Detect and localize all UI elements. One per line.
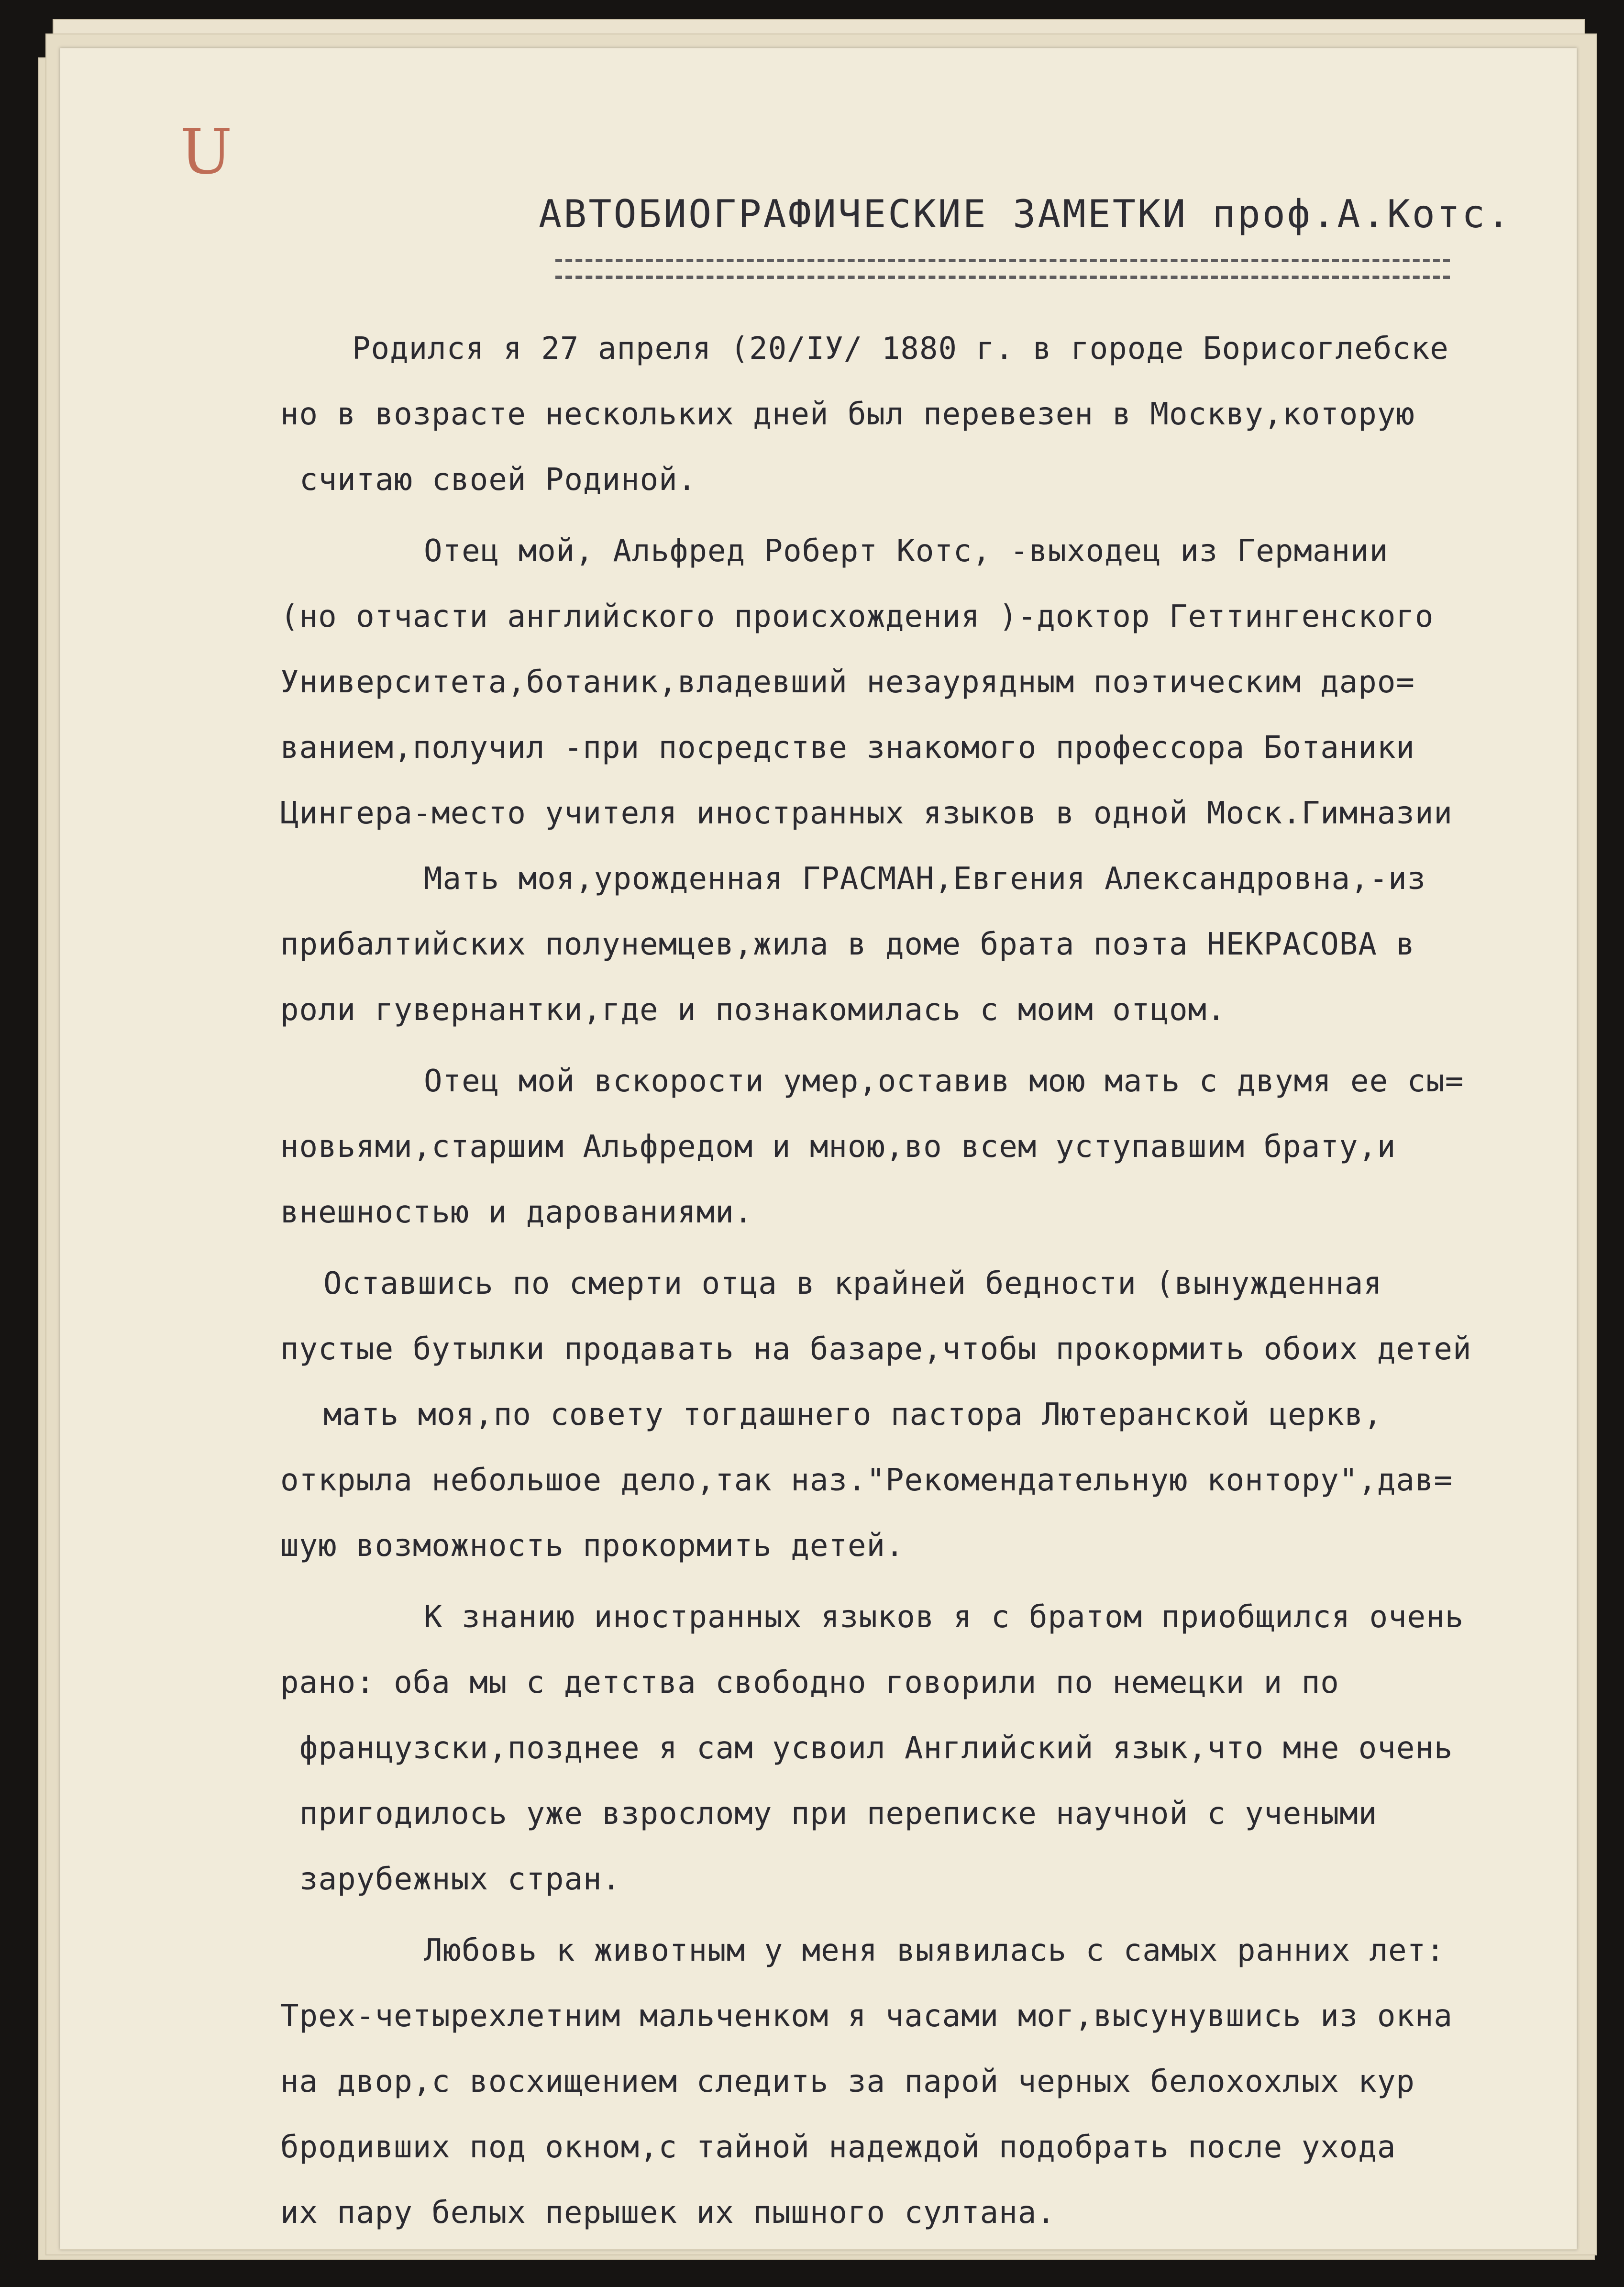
text-line: Цингера-место учителя иностранных языков в одной Моск.Гимназии xyxy=(280,796,1453,831)
text-line: новьями,старшим Альфредом и мною,во всем уступавшим брату,и xyxy=(280,1129,1396,1165)
margin-pencil-mark: U xyxy=(180,115,232,188)
text-line: шую возможность прокормить детей. xyxy=(280,1528,905,1564)
text-line: на двор,с восхищением следить за парой черных белохохлых кур xyxy=(280,2064,1415,2099)
text-line: пригодилось уже взрослому при переписке научной с учеными xyxy=(299,1796,1378,1832)
text-line: бродивших под окном,с тайной надеждой подобрать после ухода xyxy=(280,2130,1396,2165)
text-line: Оставшись по смерти отца в крайней бедности (вынужденная xyxy=(323,1266,1382,1301)
text-line: пустые бутылки продавать на базаре,чтобы прокормить обоих детей xyxy=(280,1332,1472,1367)
typewritten-page xyxy=(60,48,1577,2250)
text-line: Любовь к животным у меня выявилась с самых ранних лет: xyxy=(424,1933,1445,1968)
text-line: внешностью и дарованиями. xyxy=(280,1195,753,1230)
text-line: Трех-четырехлетним мальченком я часами мог,высунувшись из окна xyxy=(280,1998,1453,2034)
text-line: их пару белых перышек их пышного султана. xyxy=(280,2195,1056,2231)
text-line: открыла небольшое дело,так наз."Рекомендательную контору",дав= xyxy=(280,1463,1453,1498)
text-line: Отец мой, Альфред Роберт Котс, -выходец из Германии xyxy=(424,533,1389,569)
text-line: роли гувернантки,где и познакомилась с моим отцом. xyxy=(280,992,1226,1028)
text-line: Отец мой вскорости умер,оставив мою мать с двумя ее сы= xyxy=(424,1064,1464,1099)
text-line: считаю своей Родиной. xyxy=(299,462,697,498)
text-line: рано: оба мы с детства свободно говорили по немецки и по xyxy=(280,1665,1339,1700)
text-line: К знанию иностранных языков я с братом приобщился очень xyxy=(424,1599,1464,1635)
text-line: но в возрасте нескольких дней был перевезен в Москву,которую xyxy=(280,397,1415,432)
text-line: Мать моя,урожденная ГРАСМАН,Евгения Александровна,-из xyxy=(424,861,1426,897)
title-underline xyxy=(555,259,1450,279)
text-line: прибалтийских полунемцев,жила в доме брата поэта НЕКРАСОВА в xyxy=(280,927,1415,962)
text-line: (но отчасти английского происхождения )-доктор Геттингенского xyxy=(280,599,1434,634)
document-body xyxy=(280,316,1620,2246)
text-line: Родился я 27 апреля (20/IУ/ 1880 г. в городе Борисоглебске xyxy=(352,331,1449,366)
text-line: Университета,ботаник,владевший незаурядным поэтическим даро= xyxy=(280,665,1415,700)
document-title: АВТОБИОГРАФИЧЕСКИЕ ЗАМЕТКИ проф.А.Котс. xyxy=(539,192,1512,236)
text-line: французски,позднее я сам усвоил Английский язык,что мне очень xyxy=(299,1731,1453,1766)
text-line: ванием,получил -при посредстве знакомого профессора Ботаники xyxy=(280,730,1415,766)
text-line: мать моя,по совету тогдашнего пастора Лютеранской церкв, xyxy=(323,1397,1382,1432)
text-line: зарубежных стран. xyxy=(299,1862,621,1897)
